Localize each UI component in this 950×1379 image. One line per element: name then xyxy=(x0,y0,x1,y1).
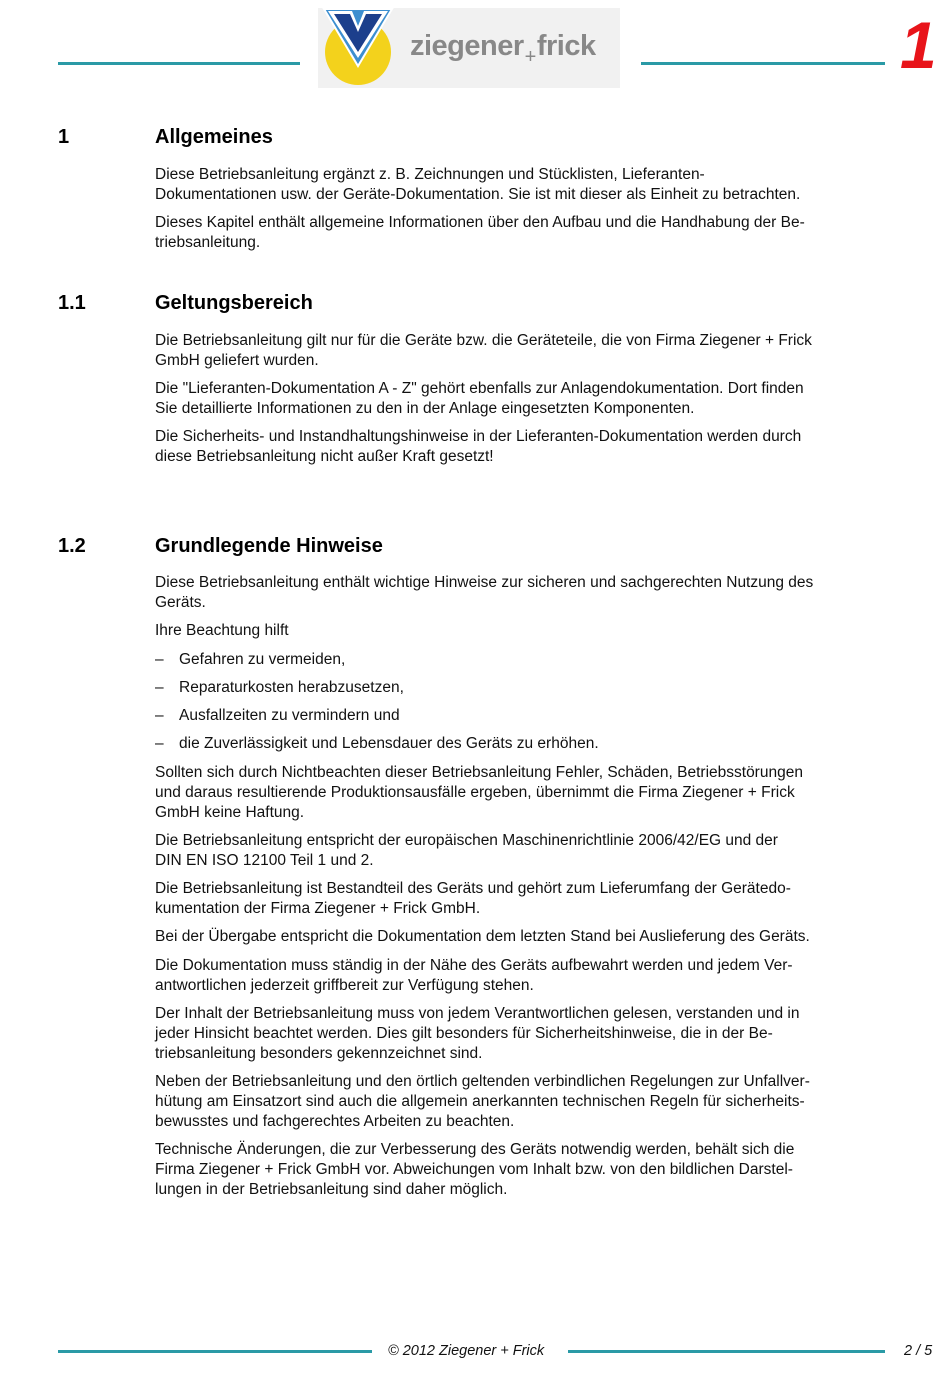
section-number: 1.1 xyxy=(58,292,86,314)
list-item-text: Reparaturkosten herabzusetzen, xyxy=(179,679,404,696)
text-line: antwortlichen jederzeit griffbereit zur Verfügung stehen. xyxy=(155,977,534,994)
bullet-dash: – xyxy=(155,679,164,696)
text-line: Neben der Betriebsanleitung und den örtlich geltenden verbindlichen Regelungen zur Unfallver- xyxy=(155,1073,810,1090)
section-title: Grundlegende Hinweise xyxy=(155,535,383,557)
list-item-text: die Zuverlässigkeit und Lebensdauer des Geräts zu erhöhen. xyxy=(179,735,599,752)
paragraph xyxy=(155,331,895,371)
text-line: Dokumentationen usw. der Geräte-Dokumentation. Sie ist mit dieser als Einheit zu betrachten. xyxy=(155,186,801,203)
paragraph xyxy=(155,573,895,613)
text-line: DIN EN ISO 12100 Teil 1 und 2. xyxy=(155,852,374,869)
logo-emblem-icon xyxy=(318,8,398,88)
text-line: triebsanleitung. xyxy=(155,234,261,251)
section-title: Geltungsbereich xyxy=(155,292,313,314)
text-line: GmbH geliefert wurden. xyxy=(155,352,319,369)
bullet-dash: – xyxy=(155,651,164,668)
text-line: Die Betriebsanleitung gilt nur für die Geräte bzw. die Geräteteile, die von Firma Ziegener + Frick xyxy=(155,332,812,349)
text-line: Diese Betriebsanleitung enthält wichtige Hinweise zur sicheren und sachgerechten Nutzung des xyxy=(155,574,814,591)
footer-rule-left xyxy=(58,1350,372,1353)
section-number: 1 xyxy=(58,126,70,148)
text-line: Die Betriebsanleitung entspricht der europäischen Maschinenrichtlinie 2006/42/EG und der xyxy=(155,832,778,849)
list-item-text: Ausfallzeiten zu vermindern und xyxy=(179,707,400,724)
footer-page-number: 2 / 5 xyxy=(904,1343,933,1359)
text-line: Der Inhalt der Betriebsanleitung muss von jedem Verantwortlichen gelesen, verstanden und in xyxy=(155,1005,800,1022)
paragraph xyxy=(155,831,895,871)
company-logo xyxy=(318,8,620,88)
text-line: triebsanleitung besonders gekennzeichnet sind. xyxy=(155,1045,483,1062)
text-line: Geräts. xyxy=(155,594,206,611)
paragraph xyxy=(155,379,895,419)
paragraph xyxy=(155,927,895,947)
paragraph xyxy=(155,621,895,641)
text-line: Bei der Übergabe entspricht die Dokumentation dem letzten Stand bei Auslieferung des Geräts. xyxy=(155,928,810,945)
paragraph xyxy=(155,213,895,253)
section-number: 1.2 xyxy=(58,535,86,557)
text-line: Die Betriebsanleitung ist Bestandteil des Geräts und gehört zum Lieferumfang der Gerätedo- xyxy=(155,880,791,897)
paragraph xyxy=(155,165,895,205)
bullet-dash: – xyxy=(155,707,164,724)
logo-text-frick: frick xyxy=(536,30,596,62)
header-rule-left xyxy=(58,62,300,65)
text-line: GmbH keine Haftung. xyxy=(155,804,305,821)
text-line: Technische Änderungen, die zur Verbesserung des Geräts notwendig werden, behält sich die xyxy=(155,1141,795,1158)
paragraph xyxy=(155,763,895,823)
text-line: diese Betriebsanleitung nicht außer Kraft gesetzt! xyxy=(155,448,494,465)
text-line: Die "Lieferanten-Dokumentation A - Z" gehört ebenfalls zur Anlagendokumentation. Dort finden xyxy=(155,380,804,397)
footer-copyright: © 2012 Ziegener + Frick xyxy=(388,1343,545,1359)
paragraph xyxy=(155,427,895,467)
paragraph xyxy=(155,1004,895,1064)
text-line: Sie detaillierte Informationen zu den in der Anlage eingesetzten Komponenten. xyxy=(155,400,695,417)
section-title: Allgemeines xyxy=(155,126,273,148)
paragraph xyxy=(155,879,895,919)
text-line: und daraus resultierende Produktionsausfälle ergeben, übernimmt die Firma Ziegener + Frick xyxy=(155,784,795,801)
text-line: Dieses Kapitel enthält allgemeine Informationen über den Aufbau und die Handhabung der Be- xyxy=(155,214,805,231)
list-item-text: Gefahren zu vermeiden, xyxy=(179,651,346,668)
chapter-number: 1 xyxy=(900,8,937,82)
paragraph xyxy=(155,1072,895,1132)
logo-wordmark xyxy=(410,30,596,68)
text-line: Die Dokumentation muss ständig in der Nähe des Geräts aufbewahrt werden und jedem Ver- xyxy=(155,957,793,974)
text-line: Firma Ziegener + Frick GmbH vor. Abweichungen vom Inhalt bzw. von den bildlichen Darstel- xyxy=(155,1161,793,1178)
bullet-dash: – xyxy=(155,735,164,752)
text-line: Sollten sich durch Nichtbeachten dieser Betriebsanleitung Fehler, Schäden, Betriebsstörungen xyxy=(155,764,803,781)
text-line: Diese Betriebsanleitung ergänzt z. B. Zeichnungen und Stücklisten, Lieferanten- xyxy=(155,166,705,183)
header-rule-right xyxy=(641,62,885,65)
text-line: Die Sicherheits- und Instandhaltungshinweise in der Lieferanten-Dokumentation werden durch xyxy=(155,428,802,445)
text-line: kumentation der Firma Ziegener + Frick GmbH. xyxy=(155,900,481,917)
footer-rule-right xyxy=(568,1350,885,1353)
paragraph xyxy=(155,956,895,996)
logo-text-plus: + xyxy=(524,46,536,68)
paragraph xyxy=(155,1140,895,1200)
text-line: bewusstes und fachgerechtes Arbeiten zu beachten. xyxy=(155,1113,515,1130)
text-line: Ihre Beachtung hilft xyxy=(155,622,289,639)
text-line: jeder Hinsicht beachtet werden. Dies gilt besonders für Sicherheitshinweise, die in der Be- xyxy=(155,1025,773,1042)
text-line: hütung am Einsatzort sind auch die allgemein anerkannten technischen Regeln für sicherheits- xyxy=(155,1093,805,1110)
logo-text-ziegener: ziegener xyxy=(410,30,524,62)
text-line: lungen in der Betriebsanleitung sind daher möglich. xyxy=(155,1181,508,1198)
